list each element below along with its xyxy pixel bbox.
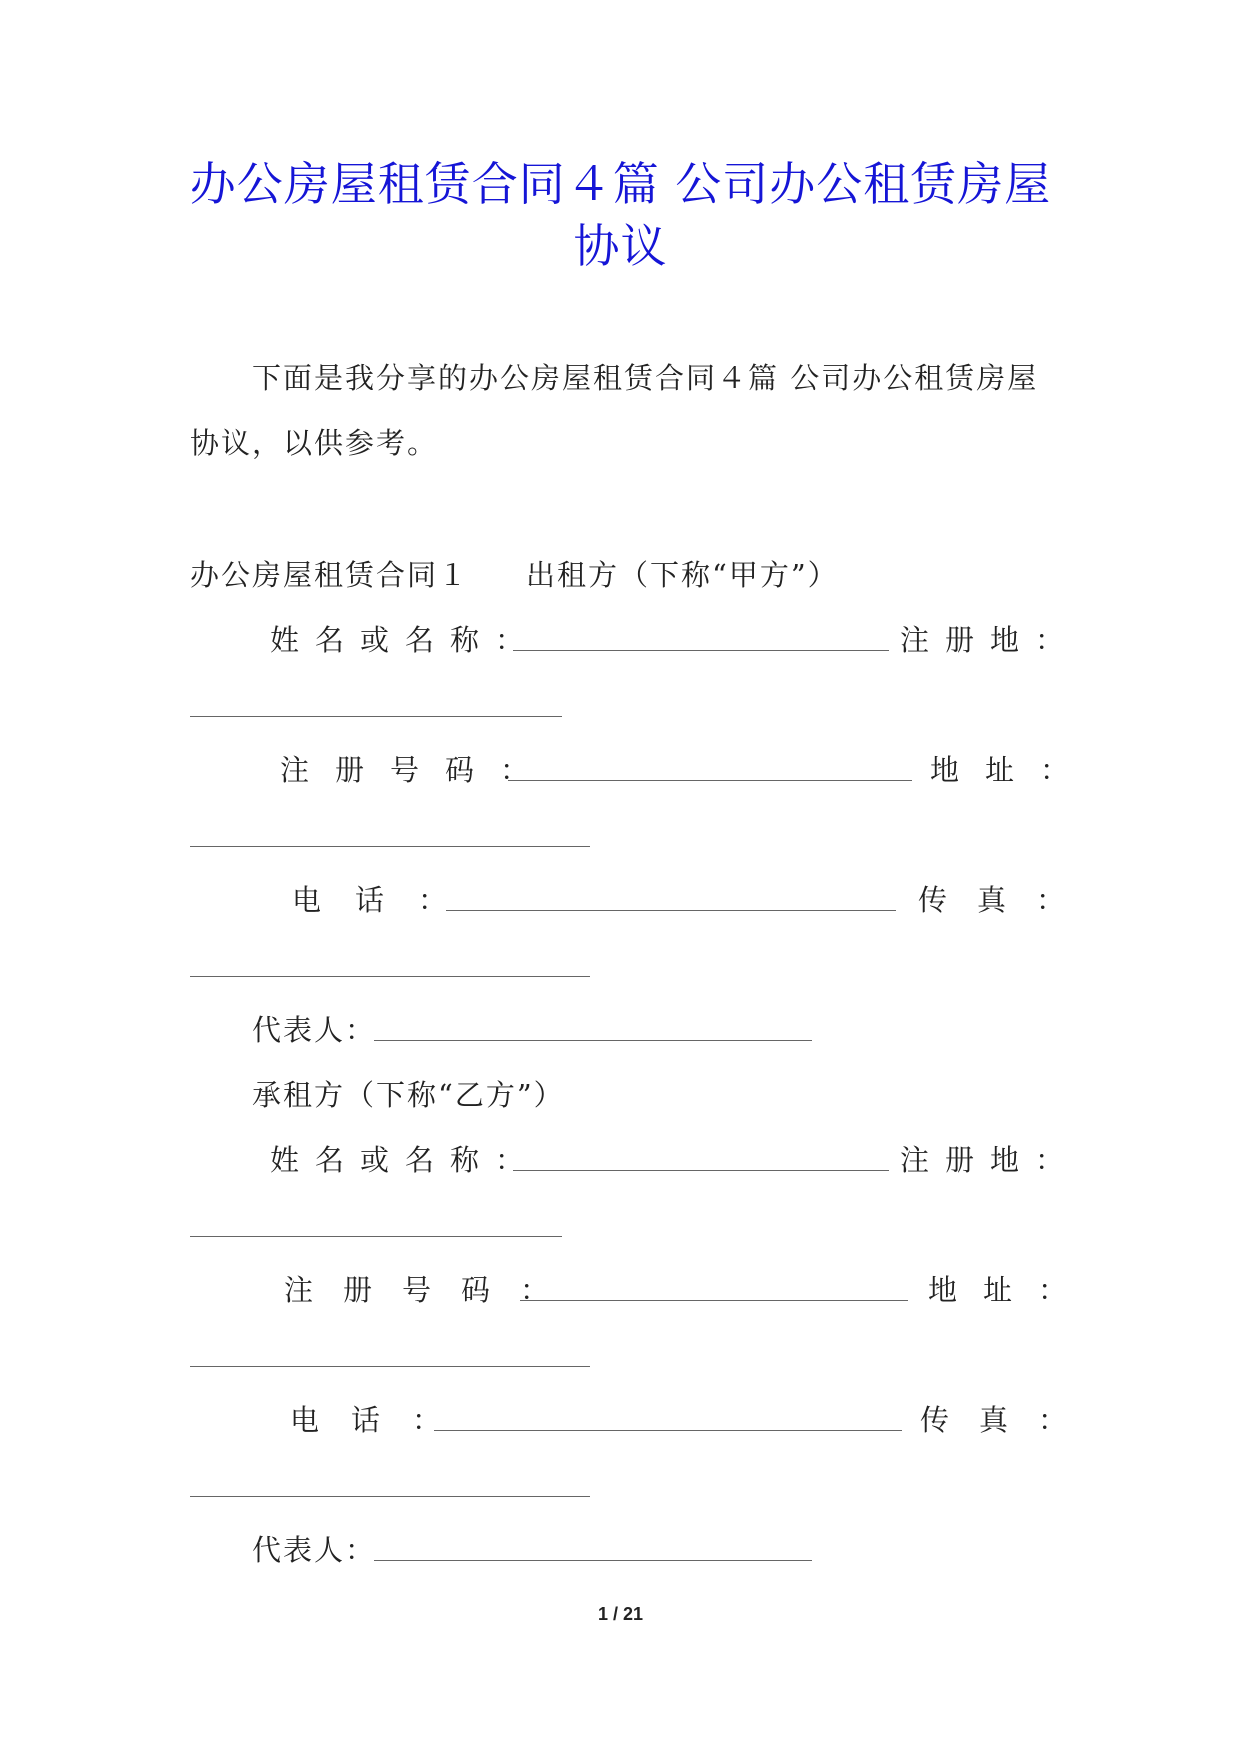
intro-line2: 协议，以供参考。 <box>190 426 439 460</box>
lessee-rep-blank <box>374 1560 812 1561</box>
lessor-reg-no-blank <box>508 780 912 781</box>
lessor-phone-label: 电话： <box>292 883 482 917</box>
lessor-reg-place-blank <box>190 716 562 717</box>
lessee-name-label: 姓名或名称： <box>270 1143 541 1177</box>
lessee-phone-label: 电话： <box>290 1403 474 1437</box>
lessee-reg-place-blank <box>190 1236 562 1237</box>
lessor-heading: 出租方（下称“甲方”） <box>526 558 839 592</box>
lessee-address-label: 地址： <box>928 1273 1094 1307</box>
lessee-phone-blank <box>434 1430 902 1431</box>
lessor-reg-place-label: 注册地： <box>900 623 1081 657</box>
lessor-reg-no-label: 注册号码： <box>280 753 556 787</box>
lessee-reg-no-blank <box>520 1300 908 1301</box>
lessee-address-blank <box>190 1366 590 1367</box>
lessor-phone-blank <box>446 910 896 911</box>
lessee-reg-no-label: 注册号码： <box>284 1273 580 1307</box>
lessor-rep-label: 代表人： <box>252 1013 377 1047</box>
lessor-address-blank <box>190 846 590 847</box>
intro-line1: 下面是我分享的办公房屋租赁合同４篇 公司办公租赁房屋 <box>252 361 1039 395</box>
lessee-reg-place-label: 注册地： <box>900 1143 1081 1177</box>
document-title-line2: 协议 <box>573 219 668 273</box>
contract-heading: 办公房屋租赁合同１ <box>190 558 470 592</box>
lessee-name-blank <box>513 1170 889 1171</box>
lessor-name-blank <box>513 650 889 651</box>
lessee-fax-blank <box>190 1496 590 1497</box>
lessor-name-label: 姓名或名称： <box>270 623 541 657</box>
lessee-rep-label: 代表人： <box>252 1533 377 1567</box>
lessee-heading: 承租方（下称“乙方”） <box>252 1078 565 1112</box>
lessee-fax-label: 传真： <box>920 1403 1098 1437</box>
lessor-address-label: 地址： <box>930 753 1096 787</box>
lessor-fax-label: 传真： <box>918 883 1096 917</box>
lessor-rep-blank <box>374 1040 812 1041</box>
page-indicator: 1 / 21 <box>597 1604 644 1624</box>
document-title-line1: 办公房屋租赁合同４篇 公司办公租赁房屋 <box>189 157 1052 211</box>
lessor-fax-blank <box>190 976 590 977</box>
